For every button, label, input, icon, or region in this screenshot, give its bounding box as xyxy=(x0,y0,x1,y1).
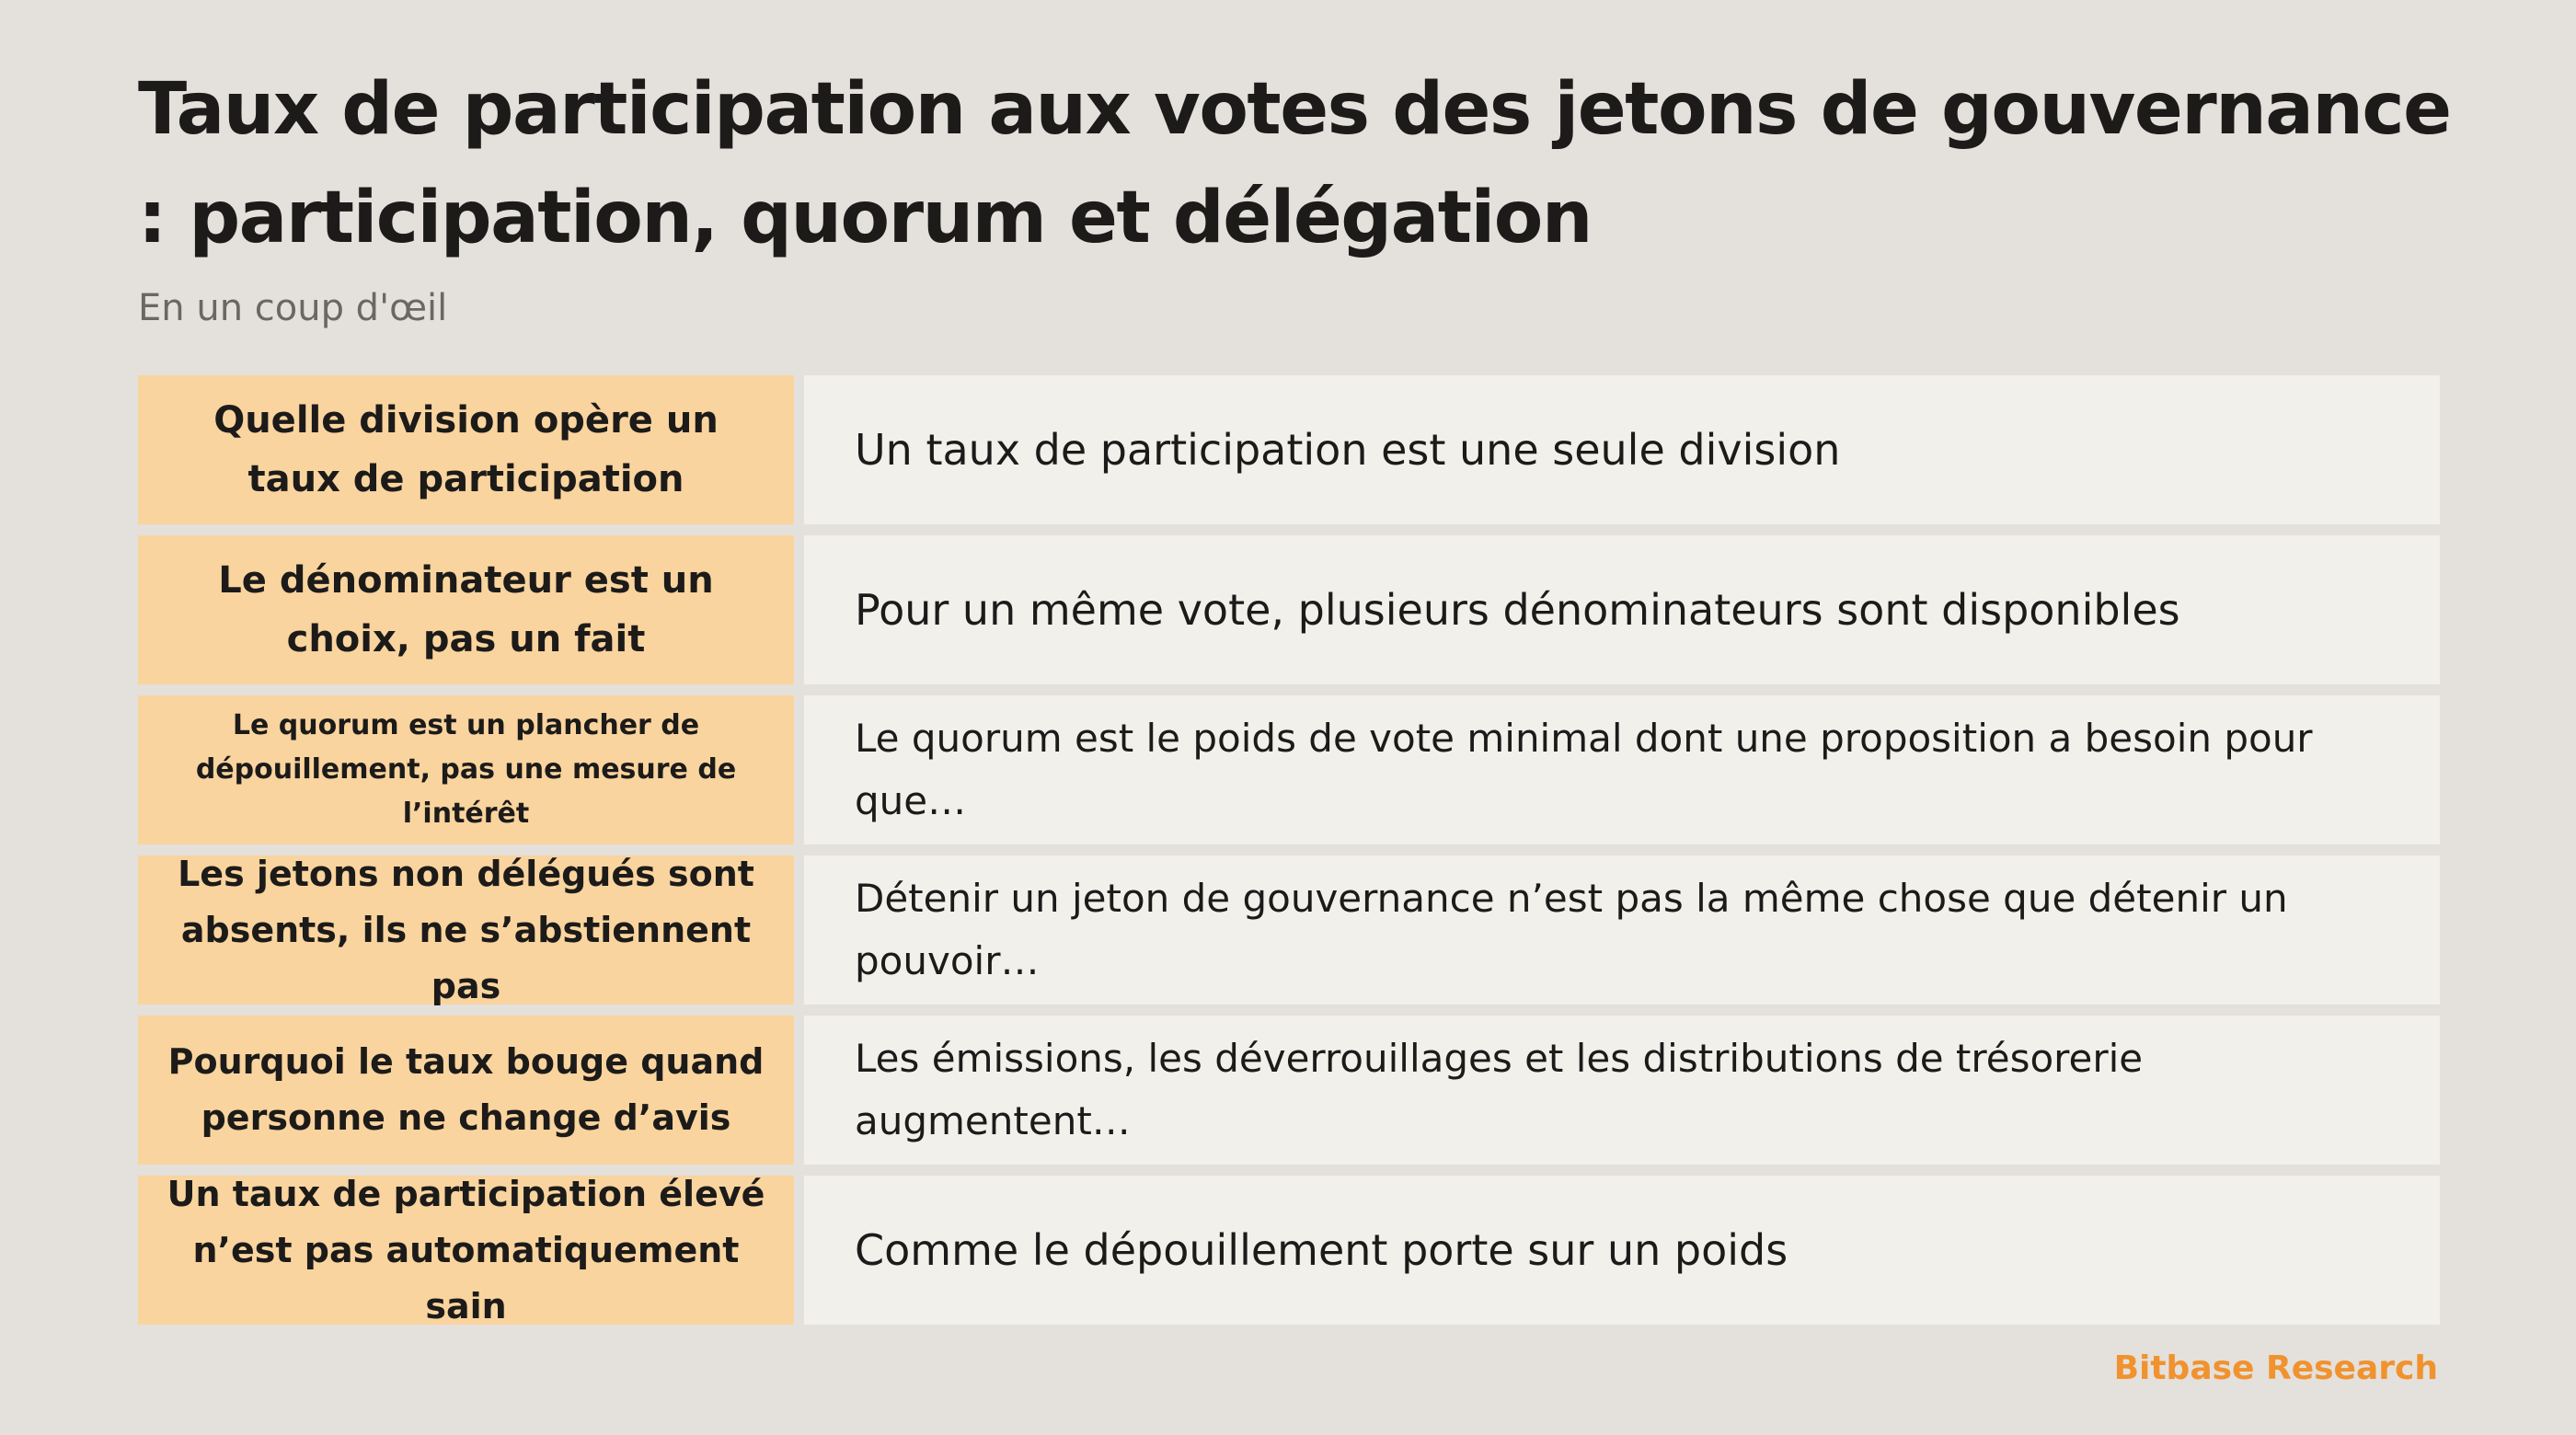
row-label: Le quorum est un plancher de dépouillement, pas une mesure de l’intérêt xyxy=(138,695,794,844)
row-label: Le dénominateur est un choix, pas un fait xyxy=(138,535,794,684)
row-label: Un taux de participation élevé n’est pas automatiquement sain xyxy=(138,1176,794,1325)
table-row xyxy=(138,1173,2440,1326)
row-value: Pour un même vote, plusieurs dénominateurs sont disponibles xyxy=(804,535,2440,684)
row-value: Le quorum est le poids de vote minimal dont une proposition a besoin pour que… xyxy=(804,695,2440,844)
table-row xyxy=(138,375,2440,524)
summary-table xyxy=(138,375,2440,1325)
row-label: Les jetons non délégués sont absents, ils ne s’abstiennent pas xyxy=(138,855,794,1004)
table-row xyxy=(138,1016,2440,1165)
table-row xyxy=(138,695,2440,844)
table-row xyxy=(138,855,2440,1004)
row-label: Pourquoi le taux bouge quand personne ne change d’avis xyxy=(138,1016,794,1165)
page-subtitle: En un coup d'œil xyxy=(138,287,448,329)
row-value: Les émissions, les déverrouillages et les distributions de trésorerie augmentent… xyxy=(804,1016,2440,1165)
row-value: Un taux de participation est une seule division xyxy=(804,375,2440,524)
row-label: Quelle division opère un taux de participation xyxy=(138,375,794,524)
row-value: Comme le dépouillement porte sur un poids xyxy=(804,1176,2440,1325)
row-value: Détenir un jeton de gouvernance n’est pas la même chose que détenir un pouvoir… xyxy=(804,855,2440,1004)
brand-logo-text: Bitbase Research xyxy=(2113,1349,2438,1387)
table-row xyxy=(138,535,2440,684)
page-title: Taux de participation aux votes des jetons de gouvernance : participation, quorum et délégation xyxy=(138,68,2451,259)
